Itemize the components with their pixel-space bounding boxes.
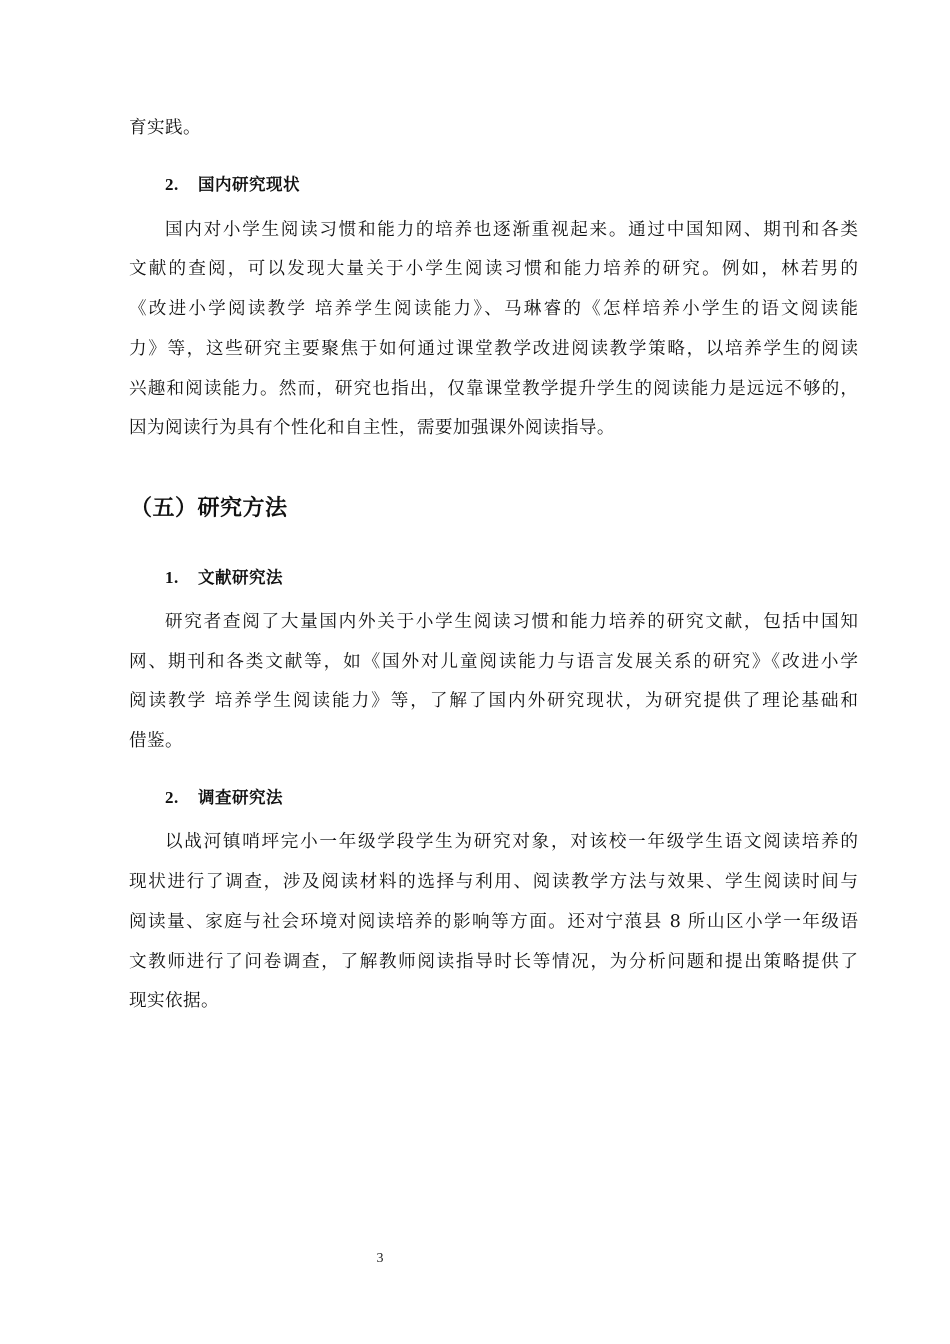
paragraph-line: 文教师进行了问卷调查，了解教师阅读指导时长等情况，为分析问题和提出策略提供了 bbox=[129, 952, 858, 972]
heading-text: 文献研究法 bbox=[198, 568, 283, 587]
paragraph-line: 现实依据。 bbox=[129, 991, 219, 1011]
paragraph-line: 阅读教学 培养学生阅读能力》等，了解了国内外研究现状，为研究提供了理论基础和 bbox=[129, 691, 858, 711]
paragraph-line: 《改进小学阅读教学 培养学生阅读能力》、马琳睿的《怎样培养小学生的语文阅读能 bbox=[129, 299, 858, 319]
heading-domestic-research bbox=[165, 174, 300, 196]
paragraph-line: 阅读量、家庭与社会环境对阅读培养的影响等方面。还对宁蒗县 8 所山区小学一年级语 bbox=[129, 912, 858, 932]
heading-literature-research bbox=[165, 567, 283, 589]
heading-number: 2. bbox=[165, 175, 179, 194]
paragraph-line: 现状进行了调查，涉及阅读材料的选择与利用、阅读教学方法与效果、学生阅读时间与 bbox=[129, 872, 858, 892]
paragraph-line: 国内对小学生阅读习惯和能力的培养也逐渐重视起来。通过中国知网、期刊和各类 bbox=[165, 220, 858, 240]
paragraph-line: 育实践。 bbox=[129, 118, 201, 138]
paragraph-line: 以战河镇哨坪完小一年级学段学生为研究对象，对该校一年级学生语文阅读培养的 bbox=[165, 832, 858, 852]
section-heading-research-methods: （五）研究方法 bbox=[130, 496, 288, 521]
paragraph-line: 因为阅读行为具有个性化和自主性，需要加强课外阅读指导。 bbox=[129, 418, 615, 438]
heading-survey-research bbox=[165, 787, 283, 809]
paragraph-line: 网、期刊和各类文献等，如《国外对儿童阅读能力与语言发展关系的研究》《改进小学 bbox=[129, 652, 858, 672]
heading-text: 国内研究现状 bbox=[198, 175, 300, 194]
heading-number: 2. bbox=[165, 788, 179, 807]
paragraph-line: 借鉴。 bbox=[129, 731, 183, 751]
heading-number: 1. bbox=[165, 568, 179, 587]
paragraph-line: 研究者查阅了大量国内外关于小学生阅读习惯和能力培养的研究文献，包括中国知 bbox=[165, 612, 858, 632]
page-number: 3 bbox=[376, 1251, 384, 1266]
paragraph-line: 力》等，这些研究主要聚焦于如何通过课堂教学改进阅读教学策略，以培养学生的阅读 bbox=[129, 339, 858, 359]
paragraph-line: 文献的查阅，可以发现大量关于小学生阅读习惯和能力培养的研究。例如，林若男的 bbox=[129, 259, 858, 279]
paragraph-line: 兴趣和阅读能力。然而，研究也指出，仅靠课堂教学提升学生的阅读能力是远远不够的， bbox=[129, 379, 858, 399]
heading-text: 调查研究法 bbox=[198, 788, 283, 807]
